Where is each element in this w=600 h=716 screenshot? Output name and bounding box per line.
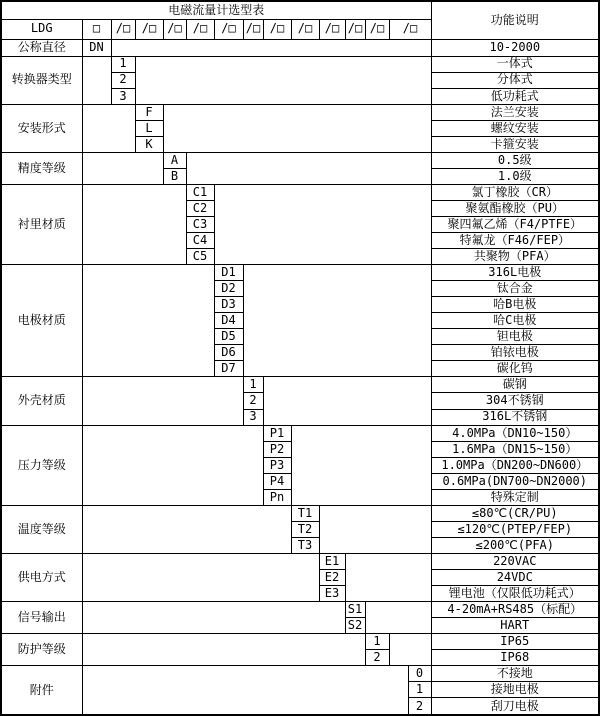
desc-cell: 氯丁橡胶（CR） [431,184,599,200]
code-cell: K [135,136,163,152]
spacer-cell [82,634,365,666]
code-cell: 1 [111,56,135,72]
desc-cell: 1.0MPa（DN200~DN600） [431,457,599,473]
code-cell: C1 [186,184,214,200]
desc-cell: 螺纹安装 [431,120,599,136]
desc-cell: 0.6MPa(DN700~DN2000) [431,473,599,489]
spacer-cell [82,666,408,715]
code-cell: 2 [408,698,431,715]
code-cell: D1 [214,265,243,281]
code-cell: D6 [214,345,243,361]
code-cell: P2 [263,441,291,457]
model-code-slot: /□ [365,19,389,39]
desc-cell: 304不锈钢 [431,393,599,409]
desc-cell: ≤200℃(PFA) [431,537,599,553]
model-code-slot: /□ [291,19,319,39]
model-code-slot: /□ [186,19,214,39]
category-label-housing: 外壳材质 [1,377,82,425]
model-code-slot: /□ [263,19,291,39]
desc-cell: 0.5级 [431,152,599,168]
spacer-cell [365,602,431,634]
category-label-protection: 防护等级 [1,634,82,666]
table-title: 电磁流量计选型表 [1,1,431,19]
code-cell: B [163,168,186,184]
code-cell: T1 [291,505,319,521]
code-cell: 2 [111,72,135,88]
desc-cell: 1.0级 [431,168,599,184]
desc-cell: 316L电极 [431,265,599,281]
model-code-slot: /□ [214,19,243,39]
desc-cell: 4.0MPa（DN10~150） [431,425,599,441]
category-label-pressure: 压力等级 [1,425,82,505]
desc-cell: 卡箍安装 [431,136,599,152]
spacer-cell [186,152,431,184]
code-cell: D3 [214,297,243,313]
desc-cell: 1.6MPa（DN15~150） [431,441,599,457]
code-cell: P1 [263,425,291,441]
desc-cell: 低功耗式 [431,88,599,104]
code-cell: 3 [243,409,263,425]
desc-cell: 不接地 [431,666,599,682]
desc-cell: 特氟龙（F46/FEP） [431,233,599,249]
model-prefix: LDG [1,19,82,39]
code-cell: D2 [214,281,243,297]
code-cell: S1 [345,602,365,618]
desc-cell: 钽电极 [431,329,599,345]
desc-cell: 4-20mA+RS485（标配） [431,602,599,618]
category-label-installation: 安装形式 [1,104,82,152]
code-cell: P3 [263,457,291,473]
code-cell: D4 [214,313,243,329]
model-code-slot: /□ [319,19,345,39]
category-label-electrode: 电极材质 [1,265,82,377]
code-cell: T2 [291,521,319,537]
code-cell: F [135,104,163,120]
desc-cell: 220VAC [431,553,599,569]
desc-cell: 哈B电极 [431,297,599,313]
desc-cell: 分体式 [431,72,599,88]
spacer-cell [243,265,431,377]
code-cell: C4 [186,233,214,249]
spacer-cell [82,152,163,184]
category-label-diameter: 公称直径 [1,39,82,56]
code-cell: Pn [263,489,291,505]
spacer-cell [263,377,431,425]
function-description-header: 功能说明 [431,1,599,39]
category-label-accuracy: 精度等级 [1,152,82,184]
desc-cell: ≤120℃(PTEP/FEP) [431,521,599,537]
code-cell: S2 [345,618,365,634]
spacer-cell [345,553,431,601]
spacer-cell [163,104,431,152]
desc-cell: 接地电极 [431,682,599,698]
code-cell: C3 [186,216,214,232]
category-label-temperature: 温度等级 [1,505,82,553]
model-code-slot: /□ [135,19,163,39]
category-label-liner: 衬里材质 [1,184,82,264]
category-label-power-supply: 供电方式 [1,553,82,601]
desc-cell: 碳钢 [431,377,599,393]
spacer-cell [135,56,431,104]
desc-cell: ≤80℃(CR/PU) [431,505,599,521]
code-cell: 1 [408,682,431,698]
spacer-cell [82,377,243,425]
category-label-converter-type: 转换器类型 [1,56,82,104]
desc-cell: 特殊定制 [431,489,599,505]
spacer-cell [319,505,431,553]
code-cell: 1 [365,634,389,650]
desc-cell: IP68 [431,650,599,666]
model-code-box: □ [82,19,111,39]
desc-cell: 铂铱电极 [431,345,599,361]
spacer-cell [111,39,431,56]
model-code-slot: /□ [345,19,365,39]
code-cell: A [163,152,186,168]
spacer-cell [82,425,263,505]
code-cell: 2 [243,393,263,409]
desc-cell: 刮刀电极 [431,698,599,715]
model-code-slot: /□ [389,19,431,39]
spacer-cell [389,634,431,666]
spacer-cell [291,425,431,505]
code-cell: D5 [214,329,243,345]
spacer-cell [82,56,111,104]
code-dn: DN [82,39,111,56]
code-cell: P4 [263,473,291,489]
desc-cell: 钛合金 [431,281,599,297]
model-code-slot: /□ [111,19,135,39]
desc-diameter: 10-2000 [431,39,599,56]
spacer-cell [82,553,319,601]
model-code-slot: /□ [243,19,263,39]
code-cell: E2 [319,570,345,586]
desc-cell: 法兰安装 [431,104,599,120]
model-code-slot: /□ [163,19,186,39]
desc-cell: HART [431,618,599,634]
code-cell: C2 [186,200,214,216]
desc-cell: IP65 [431,634,599,650]
spacer-cell [82,265,214,377]
desc-cell: 锂电池（仅限低功耗式） [431,586,599,602]
spacer-cell [82,505,291,553]
code-cell: T3 [291,537,319,553]
spacer-cell [214,184,431,264]
desc-cell: 24VDC [431,570,599,586]
code-cell: 1 [243,377,263,393]
code-cell: D7 [214,361,243,377]
desc-cell: 316L不锈钢 [431,409,599,425]
desc-cell: 聚氨酯橡胶（PU） [431,200,599,216]
code-cell: C5 [186,249,214,265]
desc-cell: 碳化钨 [431,361,599,377]
desc-cell: 一体式 [431,56,599,72]
code-cell: L [135,120,163,136]
desc-cell: 哈C电极 [431,313,599,329]
spacer-cell [82,602,345,634]
desc-cell: 聚四氟乙烯（F4/PTFE） [431,216,599,232]
spacer-cell [82,104,135,152]
category-label-accessories: 附件 [1,666,82,715]
code-cell: 3 [111,88,135,104]
desc-cell: 共聚物（PFA） [431,249,599,265]
code-cell: 2 [365,650,389,666]
code-cell: E3 [319,586,345,602]
category-label-signal-output: 信号输出 [1,602,82,634]
code-cell: E1 [319,553,345,569]
spacer-cell [82,184,186,264]
code-cell: 0 [408,666,431,682]
